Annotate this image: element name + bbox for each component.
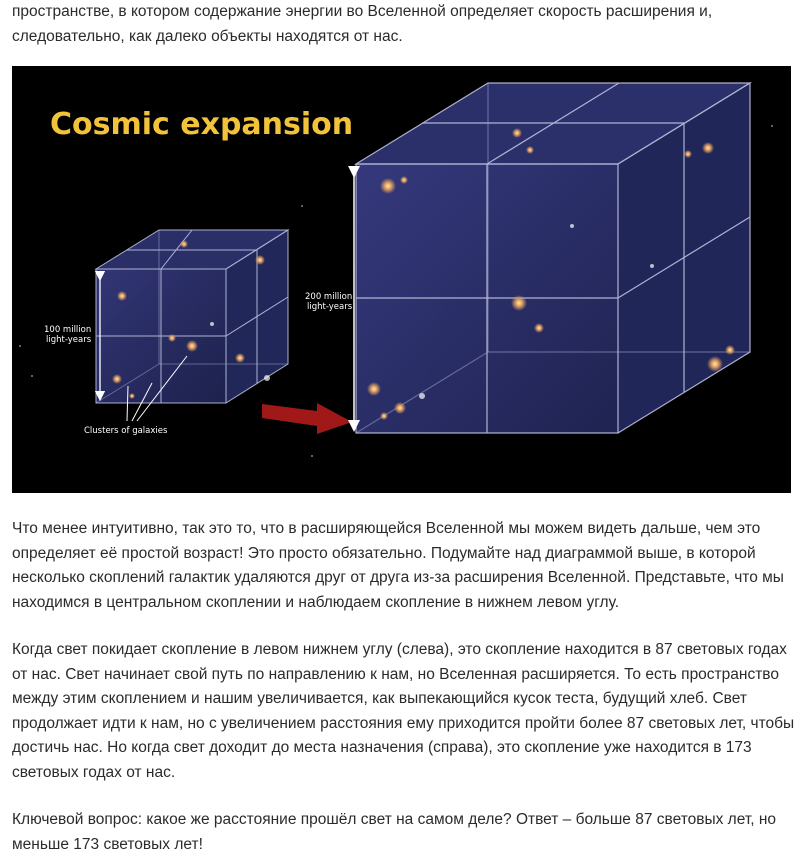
small-cube xyxy=(44,230,288,436)
intro-paragraph: пространстве, в котором содержание энергии во Вселенной определяет скорость расширения и, следовательно, как далеко объекты находятся от нас. xyxy=(12,3,713,45)
paragraph-2: Когда свет покидает скопление в левом нижнем углу (слева), это скопление находится в 87 световых годах от нас. Свет начинает свой путь по направлению к нам, но Вселенная расширяется. То есть пространство между этим скоплением и нашим увеличивается, как выпекающийся кусок теста, будущий хлеб. Свет продолжает идти к нам, но с увеличением расстояния ему приходится пройти более 87 световых лет, чтобы достичь нас. Но когда свет доходит до места назначения (справа), это скопление уже находится в 173 световых годах от нас. xyxy=(12,641,795,781)
figure-title: Cosmic expansion xyxy=(50,107,354,142)
large-cube xyxy=(305,83,750,433)
expansion-arrow xyxy=(262,403,352,434)
large-cube-label-line2: light-years xyxy=(307,302,353,312)
small-cube-label-line2: light-years xyxy=(46,335,92,345)
paragraph-1: Что менее интуитивно, так это то, что в расширяющейся Вселенной мы можем видеть дальше, чем это определяет её простой возраст! Это просто обязательно. Подумайте над диаграммой выше, в которой несколько скоплений галактик удаляются друг от друга из-за расширения Вселенной. Представьте, что мы находимся в центральном скоплении и наблюдаем скопление в нижнем левом углу. xyxy=(12,520,784,611)
large-cube-label-line1: 200 million xyxy=(305,292,353,302)
paragraph-3: Ключевой вопрос: какое же расстояние прошёл свет на самом деле? Ответ – больше 87 световых лет, но меньше 173 световых лет! xyxy=(12,811,776,853)
cosmic-expansion-figure xyxy=(12,66,791,493)
small-cube-label-line1: 100 million xyxy=(44,325,92,335)
clusters-label: Clusters of galaxies xyxy=(84,426,168,436)
